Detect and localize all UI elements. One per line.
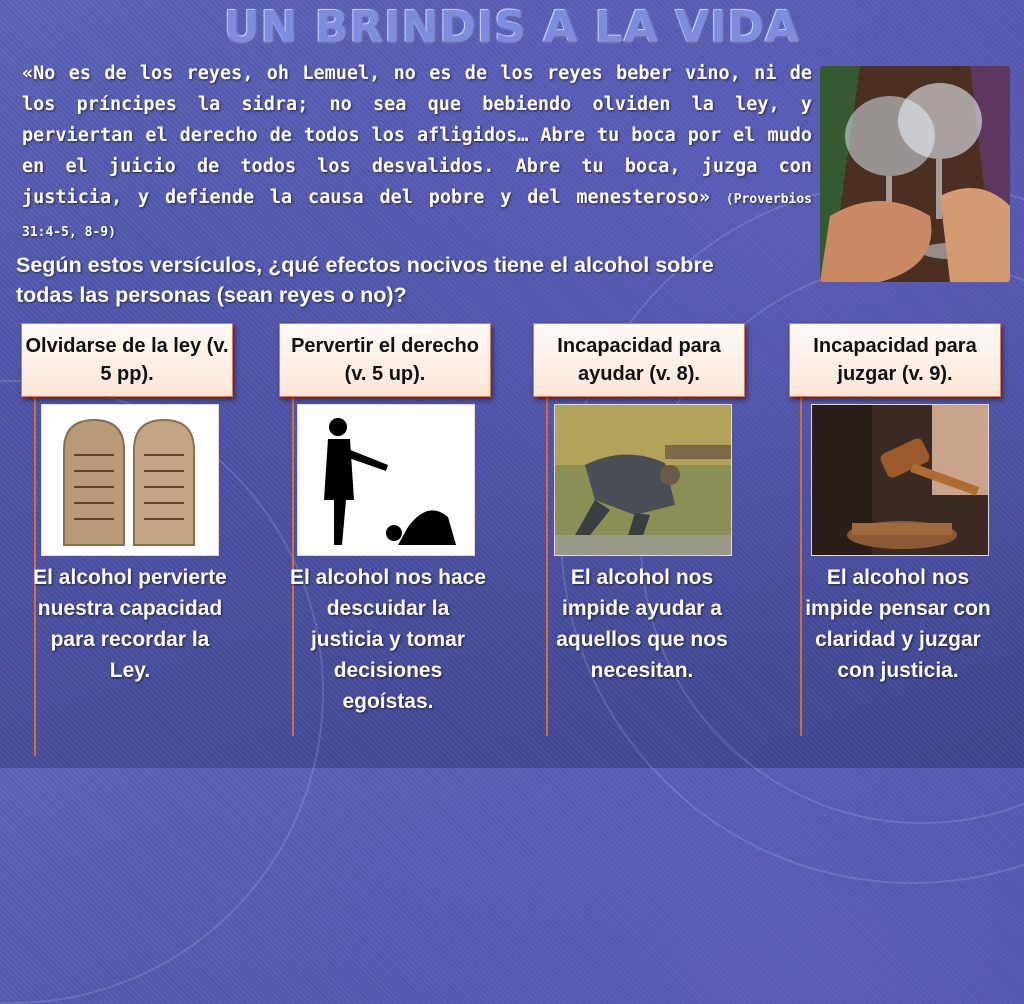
question-text: Según estos versículos, ¿qué efectos nocivos tiene el alcohol sobre todas las personas (sean reyes o no)? xyxy=(16,253,714,307)
quote-reference: (Proverbios 31:4-5, 8-9) xyxy=(22,192,812,240)
effect-heading-text: Olvidarse de la ley (v. 5 pp). xyxy=(25,335,229,385)
effect-caption-4: El alcohol nos impide pensar con claridad y juzgar con justicia. xyxy=(805,566,991,682)
gavel-image xyxy=(811,404,989,556)
effect-heading-text: Pervertir el derecho (v. 5 up). xyxy=(291,335,479,385)
effect-caption-3: El alcohol nos impide ayudar a aquellos que nos necesitan. xyxy=(556,566,728,682)
effect-caption-1: El alcohol pervierte nuestra capacidad para recordar la Ley. xyxy=(33,566,227,682)
wine-glasses-photo xyxy=(820,66,1010,282)
bible-quote xyxy=(22,58,812,248)
effect-heading-4 xyxy=(789,323,1001,397)
effect-heading-1 xyxy=(21,323,233,397)
quote-text: «No es de los reyes, oh Lemuel, no es de los reyes beber vino, ni de los príncipes la sidra; no sea que bebiendo olviden la ley, y perviertan el derecho de todos los afligidos… Abre tu boca por el mudo en el juicio de todos los desvalidos. Abre tu boca, juzga con justicia, y defiende la causa del pobre y del menesteroso» xyxy=(22,63,812,208)
slide-title: UN BRINDIS A LA VIDA xyxy=(223,2,801,53)
stone-tablets-image xyxy=(41,404,219,556)
effect-heading-text: Incapacidad para ayudar (v. 8). xyxy=(557,335,721,385)
effect-heading-text: Incapacidad para juzgar (v. 9). xyxy=(813,335,977,385)
drunk-man-image xyxy=(554,404,732,556)
effect-heading-2 xyxy=(279,323,491,397)
effect-heading-3 xyxy=(533,323,745,397)
judgment-silhouette-image xyxy=(297,404,475,556)
effect-caption-2: El alcohol nos hace descuidar la justicia y tomar decisiones egoístas. xyxy=(289,566,487,713)
